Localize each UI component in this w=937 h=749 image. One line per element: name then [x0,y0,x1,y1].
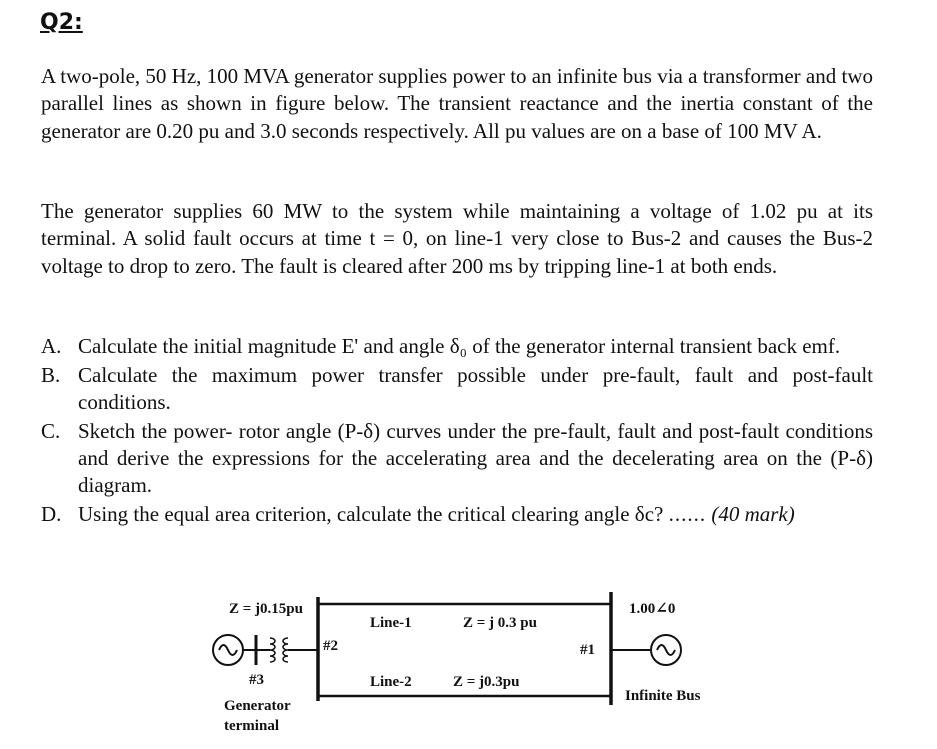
line-1-label: Line-1 [370,615,412,631]
task-item-a [41,333,873,360]
generator-terminal-label-1: Generator [224,698,291,714]
task-text: Using the equal area criterion, calculate the critical clearing angle δc? [78,502,664,527]
line-1-impedance-label: Z = j 0.3 pu [463,615,537,631]
question-title: Q2: [40,10,83,35]
dot-leader: ...... [668,502,707,527]
task-text: Sketch the power- rotor angle (P-δ) curves under the pre-fault, fault and post-fault conditions and derive the expressions for the accelerating area and the decelerating area on the (P-δ) diagram. [78,418,873,498]
task-item-b [41,362,873,417]
infinite-bus-sine-icon [657,645,675,655]
generator-impedance-label: Z = j0.15pu [229,601,303,617]
bus-2-label: #2 [323,638,338,654]
problem-paragraph-2: The generator supplies 60 MW to the system while maintaining a voltage of 1.02 pu at its terminal. A solid fault occurs at time t = 0, on line-1 very close to Bus-2 and causes the Bus-2 voltage to drop to zero. The fault is cleared after 200 ms by tripping line-1 at both ends. [41,199,873,278]
task-marker: A. [41,334,62,358]
task-text: Calculate the initial magnitude E' and angle δ₀ of the generator internal transient back emf. [78,334,841,358]
generator-terminal-label-2: terminal [224,718,279,734]
transformer-secondary-coil [283,638,288,662]
task-item-c [41,418,873,500]
task-list [41,333,873,530]
generator-sine-icon [219,645,237,655]
power-system-diagram [0,580,937,749]
bus-3-label: #3 [249,672,264,688]
transformer-primary-coil [270,638,275,662]
infinite-bus-voltage-label: 1.00∠0 [629,601,676,617]
task-text: Calculate the maximum power transfer possible under pre-fault, fault and post-fault conditions. [78,362,873,415]
infinite-bus-label: Infinite Bus [625,688,701,704]
bus-1-label: #1 [580,642,595,658]
line-2-impedance-label: Z = j0.3pu [453,674,520,690]
task-marker: B. [41,362,61,387]
mark-label: (40 mark) [711,502,795,527]
task-text-d [78,501,873,528]
problem-paragraph-1: A two-pole, 50 Hz, 100 MVA generator supplies power to an infinite bus via a transformer and two parallel lines as shown in figure below. The transient reactance and the inertia constant of the generator are 0.20 pu and 3.0 seconds respectively. All pu values are on a base of 100 MV A. [41,64,873,143]
line-2-label: Line-2 [370,674,412,690]
task-marker: C. [41,418,61,443]
task-item-d [41,501,873,528]
task-marker: D. [41,502,62,527]
